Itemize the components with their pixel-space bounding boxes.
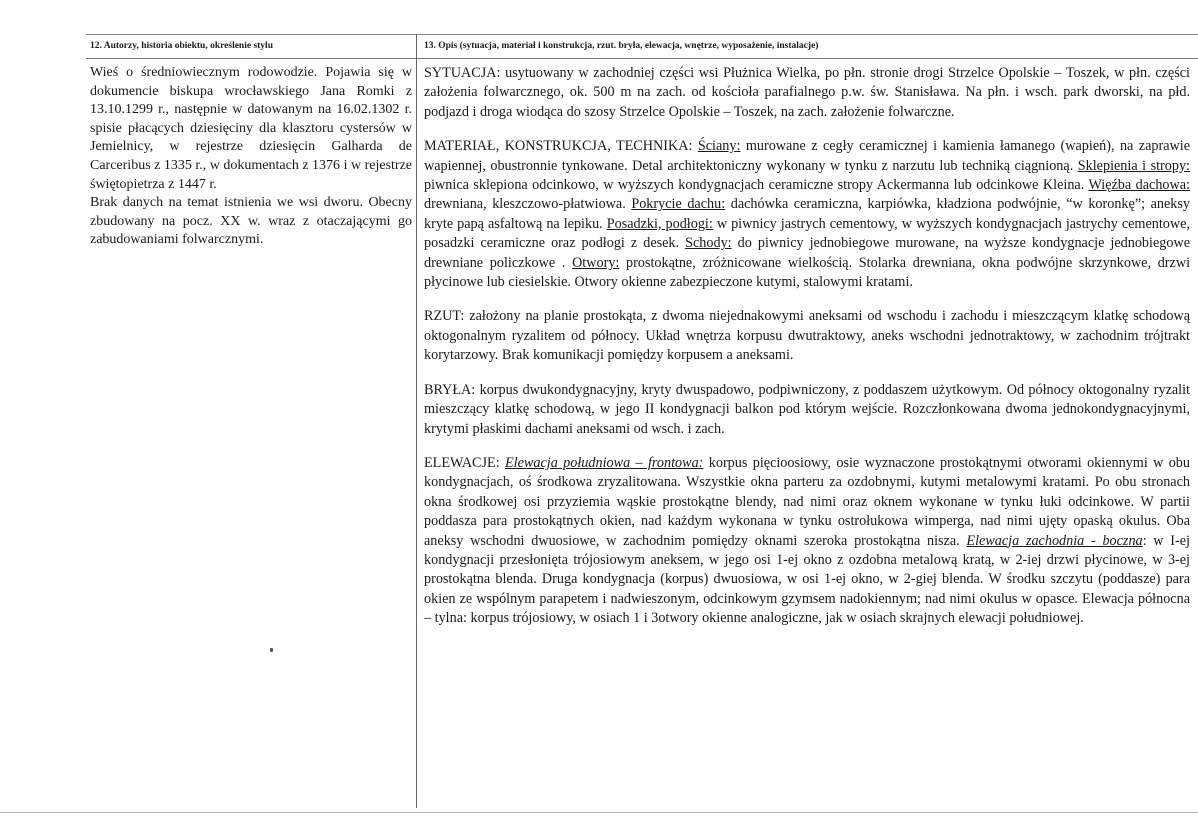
west-elevation-label: Elewacja zachodnia - boczna	[966, 532, 1143, 549]
stairs-text: do piwnicy jednobiegowe murowane, na wyższe kondygnacje jednobiegowe drewniane policzkowe .	[424, 235, 1190, 271]
vaults-label: Sklepienia i stropy:	[1077, 157, 1190, 174]
openings-text: prostokątne, zróżnicowane wielkością. Stolarka drewniana, okna podwójne skrzynkowe, drzwi płycinowe lub ciesielskie. Otwory okienne zabezpieczone kutymi, stalowymi kratami.	[424, 254, 1191, 291]
truss-text: drewniana, kleszczowo-płatwiowa.	[424, 196, 632, 213]
material-lead: MATERIAŁ, KONSTRUKCJA, TECHNIKA:	[424, 138, 698, 155]
bottom-rule	[0, 812, 1198, 813]
truss-label: Więźba dachowa:	[1088, 177, 1191, 194]
elevations-paragraph	[424, 454, 1190, 629]
openings-label: Otwory:	[572, 254, 620, 271]
massing-paragraph: BRYŁA: korpus dwukondygnacyjny, kryty dwuspadowo, podpiwniczony, z poddaszem użytkowym. Od północy oktogonalny ryzalit mieszczący klatkę schodową, w jego II kondygnacji balkon pod którym wejście. Rozczłonkowana dwoma jednokondygnacyjnymi, krytymi płaskimi dachami aneksami od wsch. i zach.	[424, 381, 1190, 437]
stairs-label: Schody:	[685, 235, 732, 252]
roofing-label: Pokrycie dachu:	[631, 196, 726, 213]
floors-label: Posadzki, podłogi:	[606, 215, 713, 232]
south-elevation-label: Elewacja południowa – frontowa:	[505, 454, 704, 471]
material-paragraph	[424, 137, 1190, 292]
header-rule	[86, 58, 1198, 59]
floors-text: w piwnicy jastrych cementowy, w wyższych kondygnacjach jastrychy cementowe, posadzki ceramiczne oraz podłogi z desek.	[424, 215, 1190, 252]
situation-paragraph: SYTUACJA: usytuowany w zachodniej części wsi Płużnica Wielka, po płn. stronie drogi Strzelce Opolskie – Toszek, w płn. części założenia folwarcznego, ok. 500 m na zach. od kościoła parafialnego p.w. św. Stanisława. Na płn. i wsch. park dworski, na płd. podjazd i droga wiodąca do szosy Strzelce Opolskie – Toszek, na zach. założenie folwarczne.	[424, 65, 1190, 120]
scan-speck	[270, 648, 273, 652]
plan-paragraph: RZUT: założony na planie prostokąta, z dwoma niejednakowymi aneksami od wschodu i zachodu i mieszczącym klatkę schodową oktogonalnym ryzalitem od północy. Układ wnętrza korpusu dwutraktowy, aneks wschodni jednotraktowy, w zachodnim trójtrakt korytarzowy. Brak komunikacji pomiędzy korpusem a aneksami.	[424, 308, 1190, 364]
vaults-text: piwnica sklepiona odcinkowo, w wyższych kondygnacjach ceramiczne stropy Ackermanna lub odcinkowe Kleina.	[424, 177, 1089, 194]
walls-label: Ściany:	[697, 138, 741, 155]
history-column	[90, 64, 412, 250]
column-separator	[416, 34, 417, 808]
south-elevation-text: korpus pięcioosiowy, osie wyznaczone prostokątnymi otworami okiennymi w obu kondygnacjach, oś środkowa zryzalitowana. Wszystkie okna parteru za ozdobnymi, kutymi metalowymi kratami. Po obu stronach okna środkowej osi przyziemia wąskie prostokątne blendy, nad nimi oraz oknem wykonane w tynku łuki odcinkowe. W partii poddasza para prostokątnych okien, nad każdym wykonana w tynku ostrołukowa wimperga, nad nimi ujęty opaską okulus. Oba aneksy wschodni dwuosiowe, w zachodnim pomiędzy oknami szeroka prostokątna nisza.	[424, 454, 1190, 549]
history-paragraph: Brak danych na temat istnienia we wsi dworu. Obecny zbudowany na pocz. XX w. wraz z otaczającymi go zabudowaniami folwarcznymi.	[90, 195, 412, 248]
elevations-lead: ELEWACJE:	[424, 454, 506, 471]
top-rule	[86, 34, 1198, 35]
roofing-text: dachówka ceramiczna, karpiówka, kładziona podwójnie, “w koronkę”; aneksy kryte papą asfaltową na lepiku.	[424, 196, 1191, 232]
west-elevation-text: : w I-ej kondygnacji przesłonięta trójosiowym aneksem, w jego osi 1-ej okno z ozdobna metalową kratą, w 2-iej drzwi płycinowe, w 3-ej prostokątna blenda. Druga kondygnacja (korpus) dwuosiowa, w osi 1-ej okno, w 2-giej blenda. W środku szczytu (poddasze) para okien ze wspólnym parapetem i nadwieszonym, odcinkowym gzymsem nadokiennym; nad nimi okulus w opascе. Elewacja północna – tylna: korpus trójosiowy, w osiach 1 i 3otwory okienne analogiczne, jak w osiach skrajnych elewacji południowej.	[424, 532, 1190, 627]
description-column	[424, 64, 1190, 644]
history-paragraph: Wieś o średniowiecznym rodowodzie. Pojawia się w dokumencie biskupa wrocławskiego Jana Romki z 13.10.1299 r., następnie w datowanym na 16.02.1302 r. spisie płacących dziesięciny dla klasztoru cystersów w Jemielnicy, w rejestrze dziesięcin Galharda de Carceribus z 1335 r., w dokumentach z 1376 i w rejestrze świętopietrza z 1447 r.	[90, 65, 412, 192]
walls-text: murowane z cegły ceramicznej i kamienia łamanego (wapień), na zaprawie wapiennej, obustronnie tynkowane. Detal architektoniczny wykonany w tynku z narzutu lub techniką ciągnioną.	[424, 138, 1190, 174]
right-column-header: 13. Opis (sytuacja, materiał i konstrukcja, rzut. bryła, elewacja, wnętrze, wyposażenie, instalacje)	[424, 41, 819, 51]
left-column-header: 12. Autorzy, historia obiektu, określenie stylu	[90, 41, 273, 51]
